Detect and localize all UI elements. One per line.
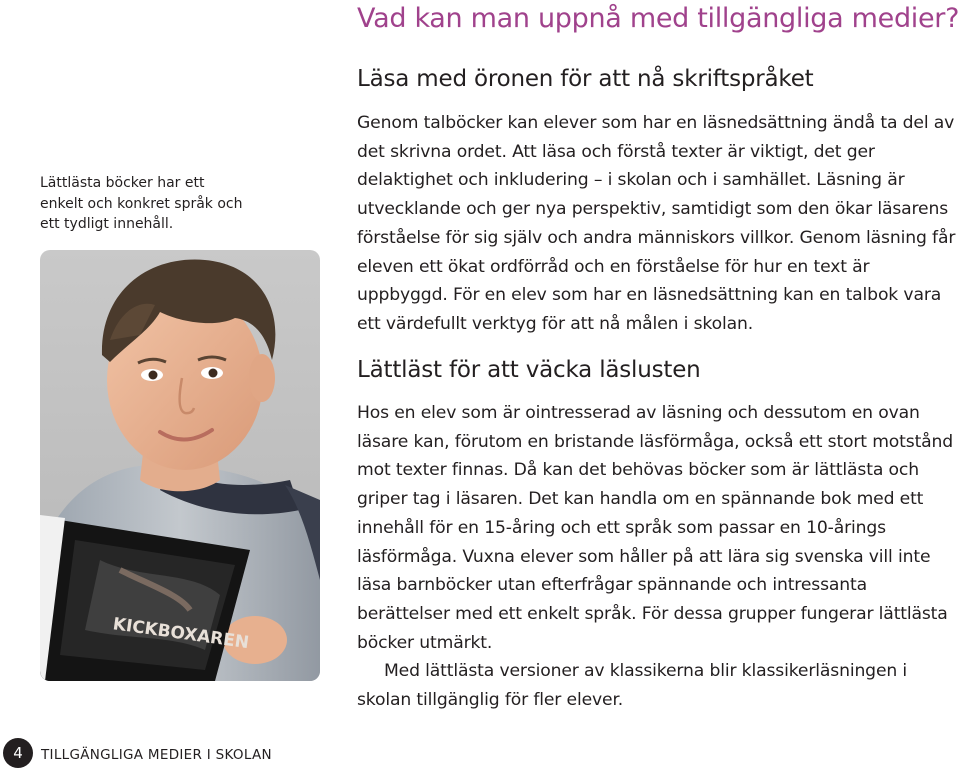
page-number-badge: 4	[3, 738, 33, 768]
photo-caption: Lättlästa böcker har ett enkelt och konkret språk och ett tydligt innehåll.	[40, 175, 243, 232]
running-title: TILLGÄNGLIGA MEDIER I SKOLAN	[41, 747, 272, 763]
book-cover-title: KICKBOXAREN	[111, 614, 251, 654]
photo-boy-reading	[40, 250, 320, 681]
section-1-paragraph: Genom talböcker kan elever som har en läsnedsättning ändå ta del av det skrivna ordet. Att läsa och förstå texter är viktigt, det ger delaktighet och inkludering – i skolan och i samhället. Läsning är utvecklande och ger nya perspektiv, samtidigt som den ökar läsarens förståelse för sig själv och andra människors villkor. Genom läsning får eleven ett ökat ordförråd och en förståelse för hur en text är uppbyggd. För en elev som har en läsnedsättning kan en talbok vara ett värdefullt verktyg för att nå målen i skolan.	[357, 113, 956, 334]
section-heading-1: Läsa med öronen för att nå skriftspråket	[357, 66, 814, 92]
section-heading-2: Lättläst för att väcka läslusten	[357, 357, 701, 383]
page-title: Vad kan man uppnå med tillgängliga medier?	[357, 3, 960, 34]
section-2-paragraph-2: Med lättlästa versioner av klassikerna blir klassikerläsningen i skolan tillgänglig för fler elever.	[357, 661, 908, 711]
section-2-paragraph-1: Hos en elev som är ointresserad av läsning och dessutom en ovan läsare kan, förutom en bristande läsförmåga, också ett stort motstånd mot texter finnas. Då kan det behövas böcker som är lättlästa och griper tag i läsaren. Det kan handla om en spännande bok med ett innehåll för en 15-åring och ett språk som passar en 10-årings läsförmåga. Vuxna elever som håller på att lära sig svenska vill inte läsa barnböcker utan efterfrågar spännande och intressanta berättelser med ett enkelt språk. För dessa grupper fungerar lättlästa böcker utmärkt.	[357, 403, 954, 653]
section-body-1	[357, 109, 960, 339]
section-body-2	[357, 399, 960, 715]
